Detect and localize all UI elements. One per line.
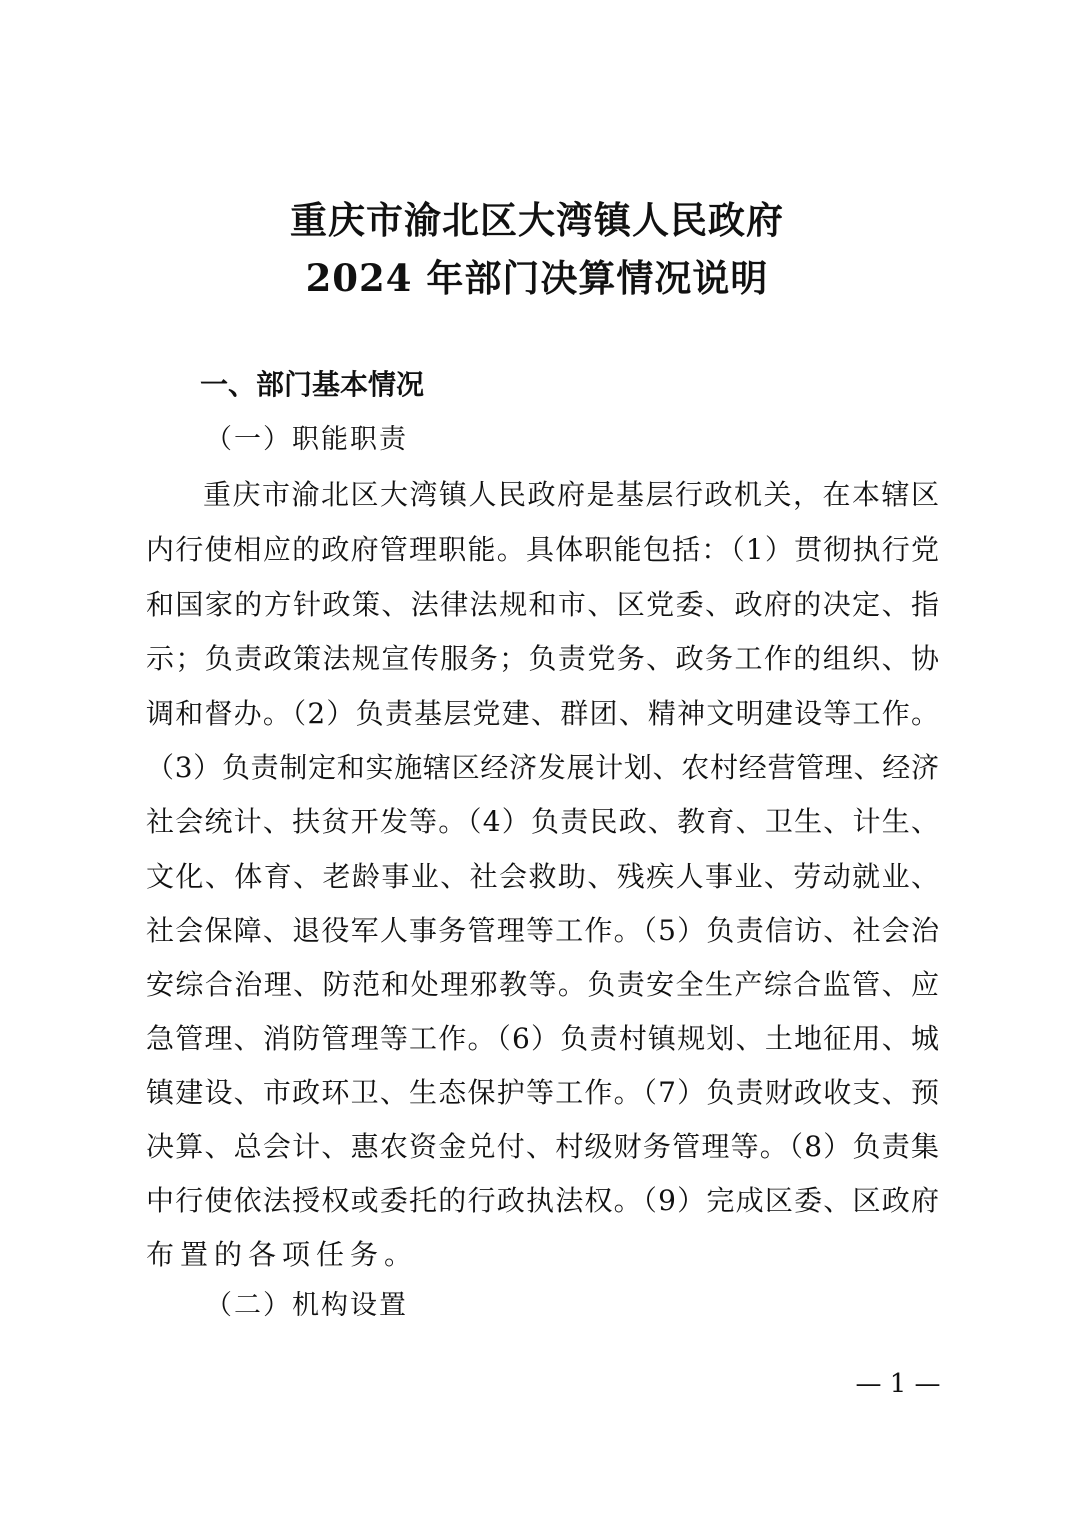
paragraph-line: 和国家的方针政策、法律法规和市、区党委、政府的决定、指 — [146, 588, 939, 621]
paragraph-line: 决算、总会计、惠农资金兑付、村级财务管理等。（8）负责集 — [146, 1130, 939, 1163]
paragraph-line: （3）负责制定和实施辖区经济发展计划、农村经营管理、经济 — [146, 751, 939, 784]
paragraph-line: 调和督办。（2）负责基层党建、群团、精神文明建设等工作。 — [146, 697, 939, 730]
paragraph-line: 安综合治理、防范和处理邪教等。负责安全生产综合监管、应 — [146, 968, 939, 1001]
document-title-line-1: 重庆市渝北区大湾镇人民政府 — [290, 198, 784, 242]
document-title-line-2: 2024 年部门决算情况说明 — [305, 256, 769, 300]
paragraph-line: 中行使依法授权或委托的行政执法权。（9）完成区委、区政府 — [146, 1184, 939, 1217]
paragraph-line: 镇建设、市政环卫、生态保护等工作。（7）负责财政收支、预 — [146, 1076, 939, 1109]
paragraph-line: 示；负责政策法规宣传服务；负责党务、政务工作的组织、协 — [146, 642, 939, 675]
paragraph-line: 内行使相应的政府管理职能。具体职能包括：（1）贯彻执行党 — [146, 533, 939, 566]
paragraph-line: 急管理、消防管理等工作。（6）负责村镇规划、土地征用、城 — [146, 1022, 939, 1055]
paragraph-line: 重庆市渝北区大湾镇人民政府是基层行政机关，在本辖区 — [203, 478, 939, 511]
paragraph-line: 文化、体育、老龄事业、社会救助、残疾人事业、劳动就业、 — [146, 860, 939, 893]
subsection-heading-organization: （二）机构设置 — [205, 1290, 408, 1321]
subsection-heading-functions: （一）职能职责 — [205, 424, 408, 455]
paragraph-line: 布置的各项任务。 — [146, 1238, 419, 1271]
section-heading-basic-info: 一、部门基本情况 — [200, 368, 425, 401]
page-number: — 1 — — [855, 1369, 941, 1399]
paragraph-line: 社会统计、扶贫开发等。（4）负责民政、教育、卫生、计生、 — [146, 805, 939, 838]
paragraph-line: 社会保障、退役军人事务管理等工作。（5）负责信访、社会治 — [146, 914, 939, 947]
